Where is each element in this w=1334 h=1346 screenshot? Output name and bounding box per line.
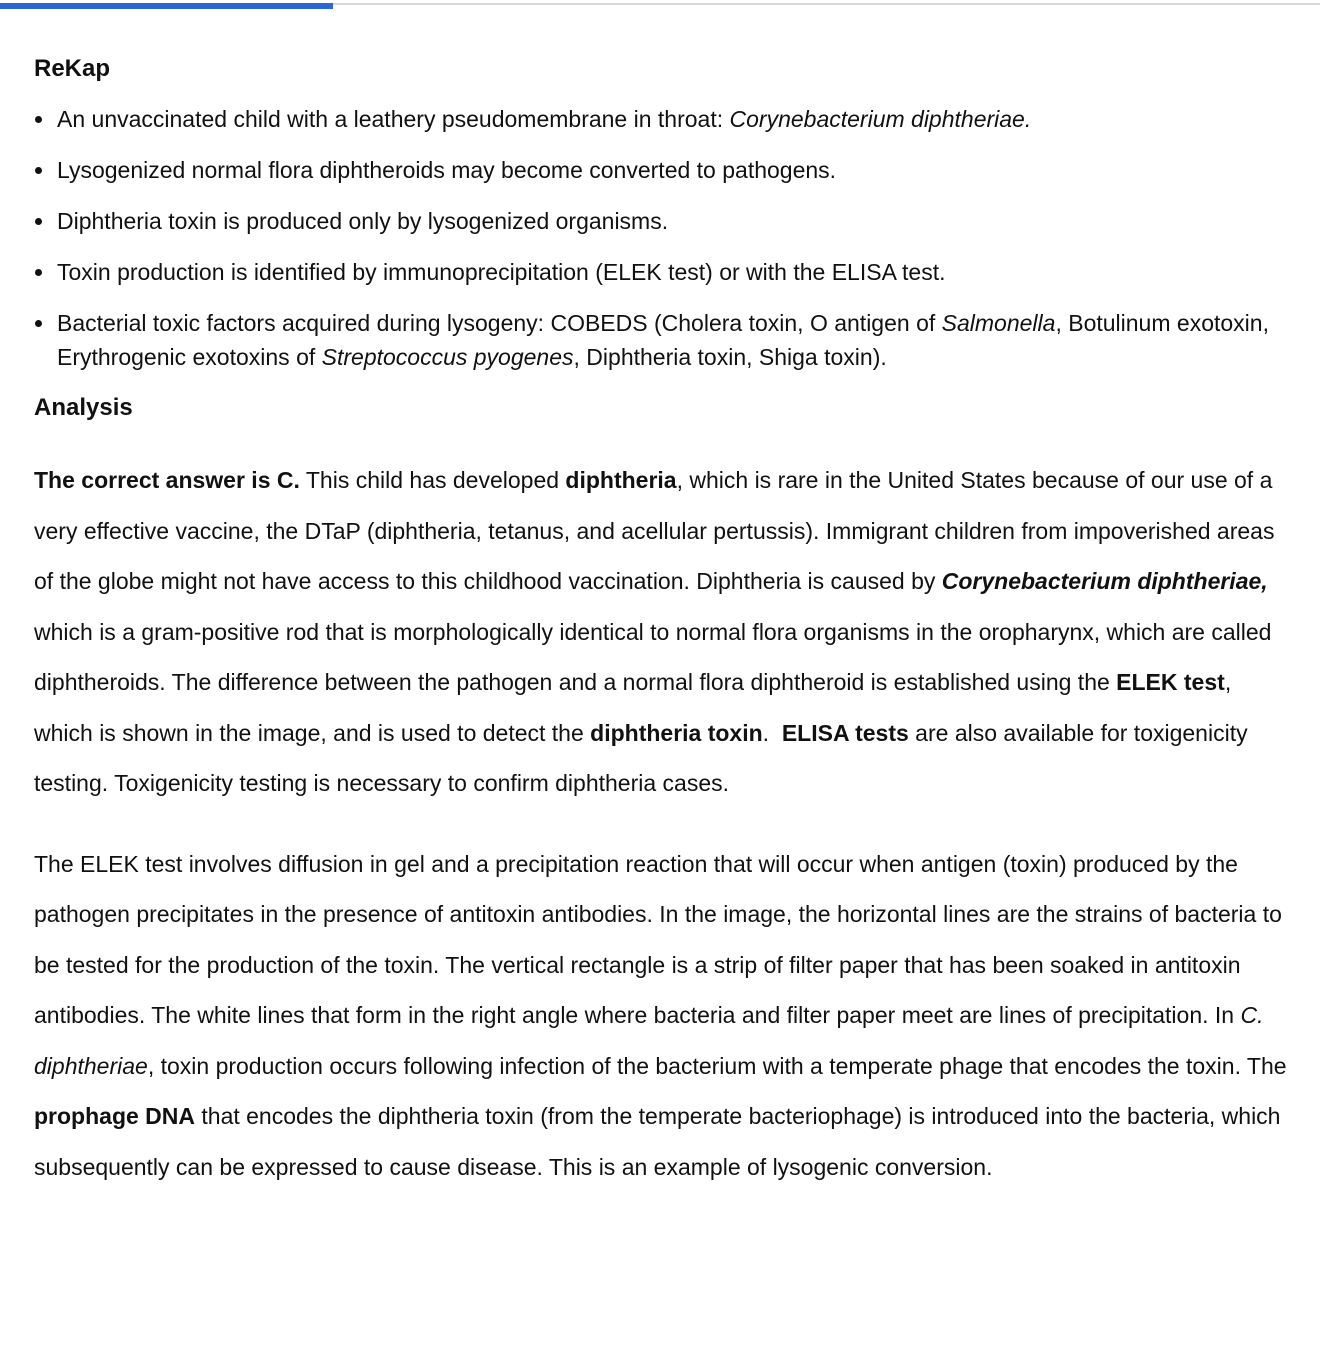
rekap-item: Diphtheria toxin is produced only by lysogenized organisms. — [34, 204, 1294, 238]
rekap-item: Bacterial toxic factors acquired during lysogeny: COBEDS (Cholera toxin, O antigen of Salmonella, Botulinum exotoxin, Erythrogenic exotoxins of Streptococcus pyogenes, Diphtheria toxin, Shiga toxin). — [34, 306, 1294, 374]
rekap-item: Lysogenized normal flora diphtheroids may become converted to pathogens. — [34, 153, 1294, 187]
rekap-heading: ReKap — [34, 55, 111, 82]
analysis-paragraph: The correct answer is C. This child has developed diphtheria, which is rare in the United States because of our use of a very effective vaccine, the DTaP (diphtheria, tetanus, and acellular pertussis). Immigrant children from impoverished areas of the globe might not have access to this childhood vaccination. Diphtheria is caused by Corynebacterium diphtheriae, which is a gram-positive rod that is morphologically identical to normal flora organisms in the oropharynx, which are called diphtheroids. The difference between the pathogen and a normal flora diphtheroid is established using the ELEK test, which is shown in the image, and is used to detect the diphtheria toxin. ELISA tests are also available for toxigenicity testing. Toxigenicity testing is necessary to confirm diphtheria cases. — [34, 467, 1275, 796]
rekap-item: Toxin production is identified by immunoprecipitation (ELEK test) or with the ELISA test. — [34, 255, 1294, 289]
explanation-content — [34, 52, 1294, 1192]
rekap-list — [34, 102, 1294, 374]
progress-fill — [0, 3, 333, 9]
analysis-paragraph: The ELEK test involves diffusion in gel and a precipitation reaction that will occur when antigen (toxin) produced by the pathogen precipitates in the presence of antitoxin antibodies. In the image, the horizontal lines are the strains of bacteria to be tested for the production of the toxin. The vertical rectangle is a strip of filter paper that has been soaked in antitoxin antibodies. The white lines that form in the right angle where bacteria and filter paper meet are lines of precipitation. In C. diphtheriae, toxin production occurs following infection of the bacterium with a temperate phage that encodes the toxin. The prophage DNA that encodes the diphtheria toxin (from the temperate bacteriophage) is introduced into the bacteria, which subsequently can be expressed to cause disease. This is an example of lysogenic conversion. — [34, 850, 1287, 1180]
rekap-item: An unvaccinated child with a leathery pseudomembrane in throat: Corynebacterium diphtheriae. — [34, 102, 1294, 136]
analysis-heading: Analysis — [34, 394, 133, 421]
progress-track — [0, 3, 1320, 5]
